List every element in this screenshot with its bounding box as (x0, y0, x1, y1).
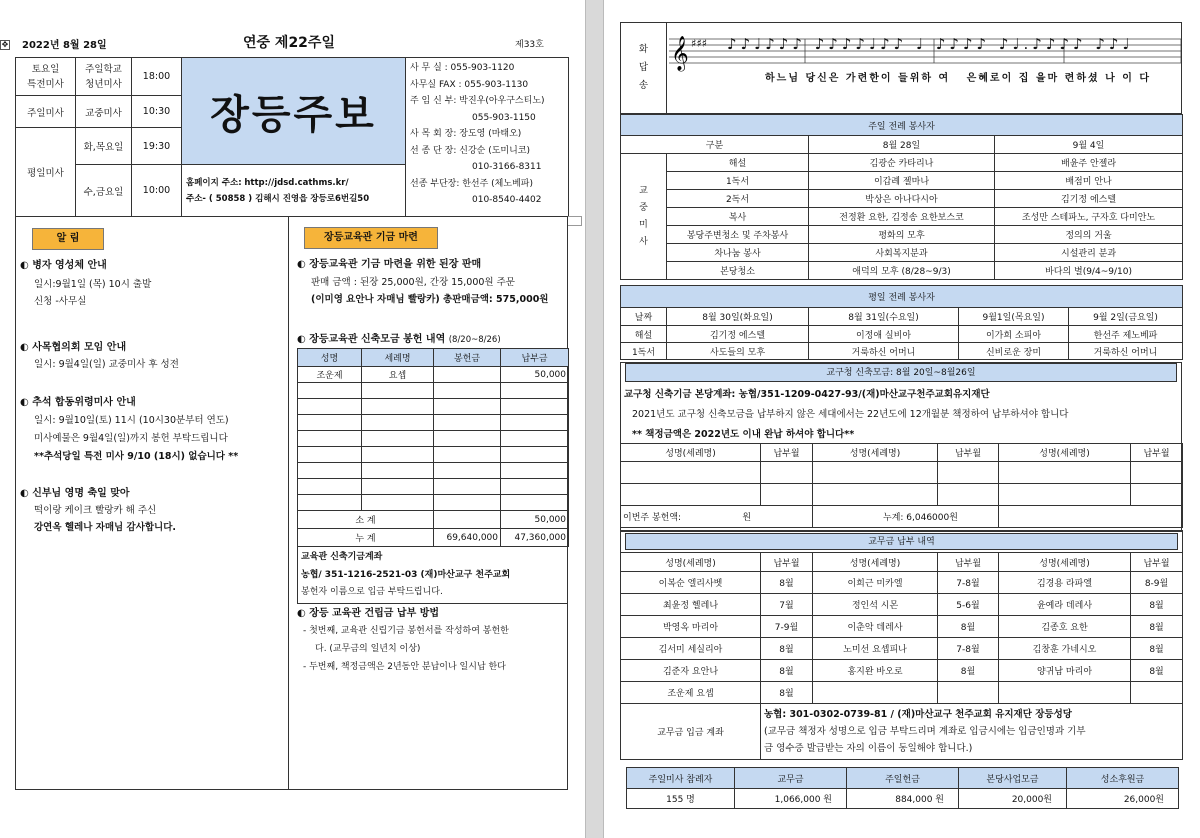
hymn-score (667, 23, 1182, 114)
column-header: 납부월 (938, 444, 999, 462)
weekday-service-table (620, 285, 1183, 360)
table-cell: 신비로운 장미 (959, 343, 1069, 360)
homepage-block (182, 165, 406, 217)
donation-row (298, 495, 569, 511)
column-header: 성명 (298, 349, 362, 367)
table-cell (501, 415, 569, 431)
table-cell (434, 399, 501, 415)
left-page (0, 0, 585, 838)
column-header: 성명(세례명) (621, 444, 761, 462)
tithe-account-label: 교무금 입금 계좌 (621, 704, 761, 760)
subtotal-paid: 50,000 (501, 511, 569, 529)
column-divider (288, 216, 289, 790)
move-handle-icon[interactable]: ✥ (1, 40, 9, 49)
table-cell: 거룩하신 어머니 (1069, 343, 1183, 360)
table-cell: 사회복지분과 (809, 244, 995, 262)
donation-row (298, 447, 569, 463)
table-cell (362, 383, 434, 399)
table-cell: 애덕의 모후 (8/28~9/3) (809, 262, 995, 280)
table-cell: 시설관리 분과 (995, 244, 1183, 262)
table-cell (434, 367, 501, 383)
table-cell: 이정애 실비아 (809, 326, 959, 343)
table-cell: 김광순 카타리나 (809, 154, 995, 172)
column-header: 납부월 (761, 553, 813, 572)
table-cell: 사도들의 모후 (667, 343, 809, 360)
table-cell (298, 495, 362, 511)
table-cell (298, 415, 362, 431)
table-cell (298, 479, 362, 495)
table-cell: 8월 (761, 660, 813, 682)
contact-line: 선종 부단장: 한선주 (체노베파) (410, 178, 533, 189)
fund-method-line: - 두번째, 책정금액은 2년동안 분납이나 일시납 한다 (303, 662, 506, 672)
table-cell: 본당청소 (667, 262, 809, 280)
notice-list (20, 258, 284, 535)
table-cell (362, 447, 434, 463)
column-header: 8월 28일 (809, 136, 995, 154)
contact-line: 010-3166-8311 (472, 162, 542, 172)
fund-sale-line: (이미영 요안나 자매님 빨랑카) 총판매금액: 575,000원 (311, 294, 549, 305)
column-header: 교무금 (735, 768, 847, 789)
table-cell: 박상은 아나다시아 (809, 190, 995, 208)
tithe-account-note: 금 영수증 발급받는 자의 이름이 동일해야 합니다.) (764, 743, 973, 754)
tithe-row (621, 572, 1183, 594)
table-cell: 조운제 요셉 (621, 682, 761, 704)
column-header: 성소후원금 (1067, 768, 1179, 789)
table-cell: 정인석 시몬 (813, 594, 938, 616)
issue-date: 2022년 8월 28일 (22, 40, 107, 51)
table-cell: 8-9월 (1131, 572, 1183, 594)
column-header: 주일미사 참례자 (627, 768, 735, 789)
table-cell: 이희근 미카엘 (813, 572, 938, 594)
fund-method-title: ◐ 장등 교육관 건립금 납부 방법 (297, 608, 440, 619)
table-cell (298, 431, 362, 447)
donation-table (297, 348, 569, 547)
notice-title: ◐ 병자 영성체 안내 (20, 260, 107, 271)
sunday-service-title: 주일 전례 봉사자 (621, 115, 1183, 136)
contact-line: 사 목 회 장: 장도영 (마태오) (410, 129, 522, 139)
donation-row (298, 463, 569, 479)
column-header: 9월 4일 (995, 136, 1183, 154)
issue-number: 제33호 (515, 40, 544, 50)
table-cell: 김준자 요안나 (621, 660, 761, 682)
donation-row (298, 479, 569, 495)
notice-line: 일시: 9월10일(토) 11시 (10시30분부터 연도) (34, 415, 229, 426)
donation-row (298, 415, 569, 431)
column-header: 납부금 (501, 349, 569, 367)
table-cell (501, 463, 569, 479)
contact-line: 사 무 실 : 055-903-1120 (410, 63, 515, 73)
notice-title: ◐ 추석 합동위령미사 안내 (20, 397, 136, 408)
summary-table (626, 767, 1179, 809)
notice-line: 강연옥 헬레나 자매님 감사합니다. (34, 522, 177, 533)
column-header: 납부월 (1131, 444, 1183, 462)
table-cell: 7-8월 (938, 638, 999, 660)
sunday-row (621, 262, 1183, 280)
schedule-time: 18:00 (132, 58, 182, 96)
notice-title: ◐ 신부님 영명 축일 맞아 (20, 488, 130, 499)
tithe-row (621, 594, 1183, 616)
table-cell: 차나눔 봉사 (667, 244, 809, 262)
weekday-service-title: 평일 전례 봉사자 (621, 286, 1183, 308)
table-cell (434, 383, 501, 399)
diocese-total: 누계: 6,046000원 (813, 506, 999, 528)
table-cell (501, 479, 569, 495)
sunday-row (621, 244, 1183, 262)
column-header: 날짜 (621, 308, 667, 326)
table-cell (813, 682, 938, 704)
schedule-time: 10:30 (132, 96, 182, 128)
fund-account-box (297, 546, 568, 604)
table-cell: 8월 (1131, 660, 1183, 682)
table-cell: 조성만 스테파노, 구자호 다미안노 (995, 208, 1183, 226)
table-cell (434, 415, 501, 431)
schedule-group: 평일미사 (16, 128, 76, 217)
notice-line: 일시: 9월4일(일) 교중미사 후 성전 (34, 359, 179, 370)
summary-value: 884,000 원 (847, 789, 959, 809)
table-cell: 7-8월 (938, 572, 999, 594)
table-cell (434, 479, 501, 495)
column-header: 9월1일(목요일) (959, 308, 1069, 326)
fund-method (297, 606, 567, 675)
table-cell: 양귀남 마리아 (999, 660, 1131, 682)
fund-tag: 장등교육관 기금 마련 (304, 227, 438, 249)
schedule-name: 주일학교 청년미사 (76, 58, 132, 96)
total-offer: 69,640,000 (434, 529, 501, 547)
schedule-name: 교중미사 (76, 96, 132, 128)
tithe-account-note: (교무금 책정자 성명으로 입금 부탁드리며 계좌로 입금시에는 입금인명과 기부 (764, 726, 1086, 737)
table-cell: 8월 (761, 572, 813, 594)
donation-row (298, 367, 569, 383)
table-cell (362, 463, 434, 479)
table-cell: 8월 (761, 638, 813, 660)
fund-account-title: 교육관 신축기금계좌 (301, 552, 383, 562)
contact-line: 사무실 FAX : 055-903-1130 (410, 79, 529, 90)
tithe-row (621, 660, 1183, 682)
diocese-note: 2021년도 교구청 신축모금을 납부하지 않은 세대에서는 22년도에 12개월분 책정하여 납부하셔야 합니다 (632, 409, 1069, 420)
donation-row (298, 383, 569, 399)
week-offer: 이번주 봉헌액: 원 (621, 506, 813, 528)
table-cell (938, 682, 999, 704)
table-cell (362, 495, 434, 511)
column-header: 납부월 (761, 444, 813, 462)
svg-text:♯♯♯: ♯♯♯ (691, 37, 707, 50)
weekday-row (621, 326, 1183, 343)
schedule-name: 화,목요일 (76, 128, 132, 165)
contact-line: 055-903-1150 (472, 112, 536, 123)
donation-row (298, 431, 569, 447)
table-cell: 요셉 (362, 367, 434, 383)
table-cell: 1독서 (621, 343, 667, 360)
column-header: 구분 (621, 136, 809, 154)
fund-account: 농협/ 351-1216-2521-03 (재)마산교구 천주교회 (301, 570, 511, 580)
hymn-label: 화 답 송 (621, 23, 667, 114)
table-cell: 전정환 요한, 김정송 요한보스코 (809, 208, 995, 226)
address: 주소- ( 50858 ) 김해시 진영읍 장등로6번길50 (186, 193, 370, 204)
sunday-row (621, 172, 1183, 190)
donation-row (298, 399, 569, 415)
hymn-lyrics: 하느님 당신은 가련한이 들위하 여 은혜로이 집 을마 련하셨 나 이 다 (765, 73, 1152, 84)
diocese-table (620, 443, 1183, 528)
table-cell (434, 431, 501, 447)
notice-tag: 알 림 (32, 228, 104, 250)
table-cell: 바다의 별(9/4~9/10) (995, 262, 1183, 280)
table-cell (362, 415, 434, 431)
donation-title: ◐ 장등교육관 신축모금 봉헌 내역 (8/20~8/26) (297, 334, 501, 345)
sunday-row (621, 190, 1183, 208)
column-header: 납부월 (938, 553, 999, 572)
table-cell: 평화의 모후 (809, 226, 995, 244)
column-header: 봉헌금 (434, 349, 501, 367)
column-header: 성명(세례명) (813, 553, 938, 572)
bulletin-logo: 장등주보 (182, 58, 406, 165)
contact-block (406, 58, 569, 217)
column-header: 세례명 (362, 349, 434, 367)
diocese-text (624, 387, 1180, 442)
table-cell: 봉당주변청소 및 주차봉사 (667, 226, 809, 244)
table-cell: 이춘악 데레사 (813, 616, 938, 638)
table-cell (298, 463, 362, 479)
table-cell: 거룩하신 어머니 (809, 343, 959, 360)
table-cell: 2독서 (667, 190, 809, 208)
tithe-row (621, 638, 1183, 660)
notice-title: ◐ 사목협의회 모임 안내 (20, 342, 127, 353)
table-cell: 50,000 (501, 367, 569, 383)
table-cell: 7-9월 (761, 616, 813, 638)
diocese-note2: ** 책정금액은 2022년도 이내 완납 하셔야 합니다** (632, 429, 855, 440)
total-paid: 47,360,000 (501, 529, 569, 547)
contact-line: 주 임 신 부: 박진우(아우구스티노) (410, 96, 545, 106)
summary-value: 1,066,000 원 (735, 789, 847, 809)
sunday-group-label: 교 중 미 사 (621, 154, 667, 280)
page-gap (585, 0, 604, 838)
summary-value: 20,000원 (959, 789, 1067, 809)
table-cell (501, 431, 569, 447)
table-cell: 조운제 (298, 367, 362, 383)
diocese-account: 교구청 신축기금 본당계좌: 농협/351-1209-0427-93/(재)마산교구천주교회유지재단 (624, 389, 990, 400)
column-header: 성명(세례명) (999, 444, 1131, 462)
column-header: 납부월 (1131, 553, 1183, 572)
schedule-time: 10:00 (132, 165, 182, 217)
tithe-title: 교무금 납부 내역 (625, 533, 1178, 550)
tithe-row (621, 616, 1183, 638)
table-cell: 복사 (667, 208, 809, 226)
diocese-title: 교구청 신축모금: 8월 20일~8월26일 (625, 363, 1177, 382)
table-cell (298, 383, 362, 399)
fund-method-line: - 첫번째, 교육관 신립기금 봉헌서를 작성하여 봉헌한 (303, 626, 509, 636)
hymn-table (620, 22, 1182, 114)
table-cell: 8월 (761, 682, 813, 704)
schedule-group: 토요일 특전미사 (16, 58, 76, 96)
table-cell: 8월 (938, 616, 999, 638)
table-cell: 정의의 거울 (995, 226, 1183, 244)
table-cell: 배윤주 안젤라 (995, 154, 1183, 172)
table-cell (362, 431, 434, 447)
column-header: 본당사업모금 (959, 768, 1067, 789)
table-cell: 해설 (621, 326, 667, 343)
tithe-account: 농협: 301-0302-0739-81 / (재)마산교구 천주교회 유지재단 장등성당 (764, 709, 1072, 720)
table-cell: 김서미 세실리아 (621, 638, 761, 660)
table-cell (999, 682, 1131, 704)
table-cell: 최윤정 헬레나 (621, 594, 761, 616)
homepage-link[interactable]: http://jdsd.cathms.kr/ (244, 177, 349, 188)
table-cell: 이복순 엘리사벳 (621, 572, 761, 594)
table-cell (434, 495, 501, 511)
table-cell (298, 447, 362, 463)
table-cell: 한선주 제노베파 (1069, 326, 1183, 343)
summary-value: 26,000원 (1067, 789, 1179, 809)
table-cell: 김기정 에스텔 (667, 326, 809, 343)
schedule-group: 주일미사 (16, 96, 76, 128)
fund-sale-line: 판매 금액 : 된장 25,000원, 간장 15,000원 주문 (311, 277, 515, 288)
page-title: 연중 제22주일 (243, 35, 335, 51)
table-cell: 해설 (667, 154, 809, 172)
notice-line: 일시:9월1일 (목) 10시 출발 (34, 279, 152, 290)
table-cell: 8월 (1131, 594, 1183, 616)
total-label: 누 계 (298, 529, 434, 547)
notice-line: 신청 -사무실 (34, 296, 87, 307)
fund-sale (297, 257, 567, 347)
notice-line: 떡이랑 케이크 빨랑카 해 주신 (34, 505, 157, 516)
fund-account-note: 봉헌자 이름으로 입금 부탁드립니다. (301, 587, 443, 597)
table-cell (1131, 682, 1183, 704)
table-cell (434, 463, 501, 479)
table-cell: 윤예라 데레사 (999, 594, 1131, 616)
schedule-name: 수,금요일 (76, 165, 132, 217)
hymn-notes: ♪♪♩♪♪♪ ♪♪♪♪♩♪♪ ♩ ♪♪♪♪ ♪♩.♪♪♪♪ ♪♪♩ (727, 35, 1134, 53)
tithe-row (621, 682, 1183, 704)
fund-method-line: 다. (교무금의 일년치 이상) (315, 644, 421, 654)
right-page (604, 0, 1200, 838)
table-cell (362, 479, 434, 495)
table-cell: 5-6월 (938, 594, 999, 616)
table-cell: 8월 (938, 660, 999, 682)
table-cell: 김창훈 가네시오 (999, 638, 1131, 660)
column-header: 8월 31일(수요일) (809, 308, 959, 326)
table-cell: 이갑례 젤마나 (809, 172, 995, 190)
column-header: 주일헌금 (847, 768, 959, 789)
table-cell (298, 399, 362, 415)
table-cell: 김종호 요한 (999, 616, 1131, 638)
tithe-account-box (761, 704, 1183, 760)
sunday-row (621, 208, 1183, 226)
column-header: 9월 2일(금요일) (1069, 308, 1183, 326)
tithe-table (620, 530, 1183, 760)
donation-period: (8/20~8/26) (448, 335, 501, 345)
table-cell (501, 399, 569, 415)
column-header: 8월 30일(화요일) (667, 308, 809, 326)
table-cell (434, 447, 501, 463)
column-header: 성명(세례명) (621, 553, 761, 572)
notice-line: 미사예물은 9월4일(일)까지 봉헌 부탁드립니다 (34, 433, 228, 444)
sunday-row (621, 154, 1183, 172)
table-cell: 김경용 라파엘 (999, 572, 1131, 594)
svg-text:𝄞: 𝄞 (671, 36, 689, 71)
mass-schedule-table (15, 57, 569, 217)
table-cell (501, 383, 569, 399)
sunday-service-table (620, 114, 1183, 280)
table-cell: 배점미 안나 (995, 172, 1183, 190)
sunday-row (621, 226, 1183, 244)
table-cell: 8월 (1131, 638, 1183, 660)
weekday-row (621, 343, 1183, 360)
contact-line: 선 종 단 장: 신강순 (도미니코) (410, 145, 530, 156)
table-cell: 노미선 요셉피나 (813, 638, 938, 660)
notice-line: **추석당일 특전 미사 9/10 (18시) 없습니다 ** (34, 451, 239, 462)
table-cell (501, 447, 569, 463)
summary-value: 155 명 (627, 789, 735, 809)
homepage-label: 홈페이지 주소: (186, 177, 242, 188)
contact-line: 010-8540-4402 (472, 195, 542, 205)
column-header: 성명(세례명) (813, 444, 938, 462)
table-cell: 김기정 에스텔 (995, 190, 1183, 208)
fund-sale-title: ◐ 장등교육관 기금 마련을 위한 된장 판매 (297, 259, 482, 270)
table-cell: 홍지완 바오로 (813, 660, 938, 682)
subtotal-label: 소 계 (298, 511, 434, 529)
table-cell: 1독서 (667, 172, 809, 190)
table-cell: 박영옥 마리아 (621, 616, 761, 638)
table-cell (362, 399, 434, 415)
column-header: 성명(세례명) (999, 553, 1131, 572)
schedule-time: 19:30 (132, 128, 182, 165)
table-cell (501, 495, 569, 511)
table-cell: 7월 (761, 594, 813, 616)
table-cell: 8월 (1131, 616, 1183, 638)
table-cell: 이가희 소피아 (959, 326, 1069, 343)
